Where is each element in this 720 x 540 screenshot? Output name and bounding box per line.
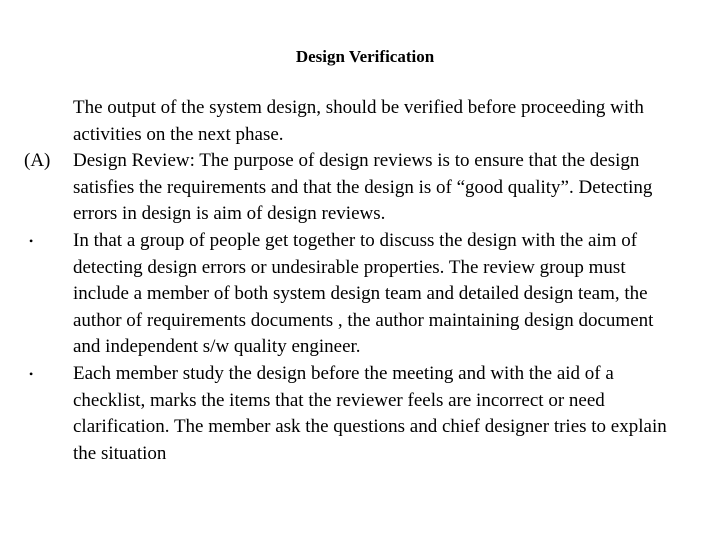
paragraph-text: Design Review: The purpose of design reviews is to ensure that the design satisfies the requirements and that the design is of “good quality”. Detecting errors in design is aim of design reviews.	[73, 150, 653, 225]
bullet-text: Each member study the design before the meeting and with the aid of a checklist, marks the items that the reviewer feels are incorrect or need clarification. The member ask the questions and chief designer tries to explain the situation	[73, 362, 667, 464]
bullet-item-review-group	[0, 228, 671, 361]
list-marker-a: (A)	[24, 150, 51, 172]
paragraph-design-review	[0, 148, 671, 228]
slide-body	[0, 95, 720, 467]
bullet-text: In that a group of people get together to discuss the design with the aim of detecting design errors or undesirable properties. The review group must include a member of both system design team and detailed design team, the author of requirements documents , the author maintaining design document and independent s/w quality engineer.	[73, 229, 654, 358]
bullet-icon: •	[29, 233, 34, 248]
paragraph-text: The output of the system design, should be verified before proceeding with activities on the next phase.	[73, 97, 644, 145]
paragraph-intro	[0, 95, 671, 148]
slide-title: Design Verification	[295, 47, 435, 66]
bullet-icon: •	[29, 366, 34, 381]
bullet-item-member-study	[0, 361, 671, 467]
